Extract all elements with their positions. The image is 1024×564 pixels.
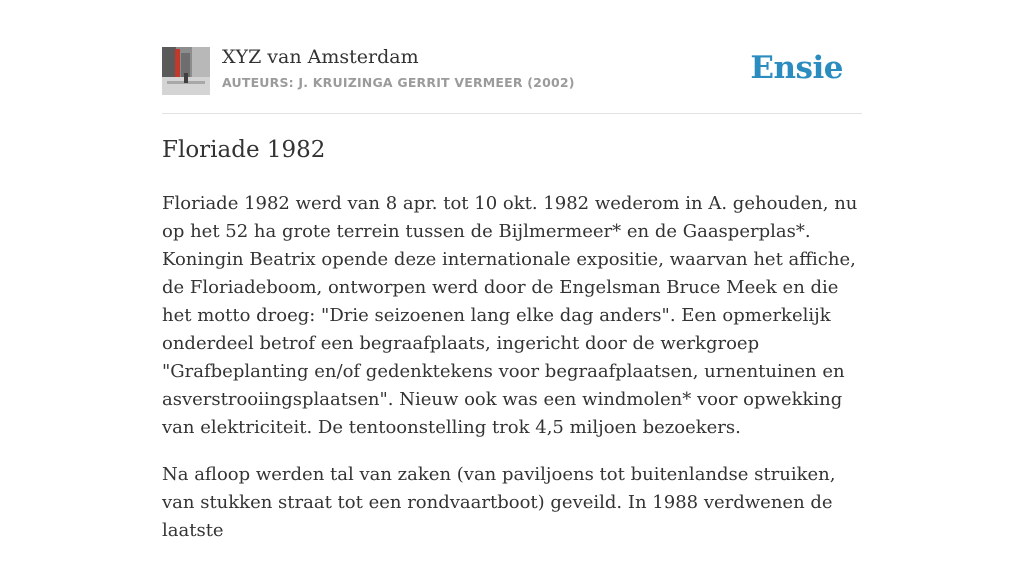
entry-paragraph-2: Na afloop werden tal van zaken (van paviljoens tot buitenlandse struiken, van stukken straat tot een rondvaartboot) geveild. In 1988 verdwenen de laatste	[162, 464, 836, 541]
book-title[interactable]: XYZ van Amsterdam	[222, 46, 419, 68]
entry-title: Floriade 1982	[162, 137, 326, 163]
entry-body	[162, 190, 862, 564]
entry-paragraph-1: Floriade 1982 werd van 8 apr. tot 10 okt. 1982 wederom in A. gehouden, nu op het 52 ha grote terrein tussen de Bijlmermeer* en de Gaasperplas*. Koningin Beatrix opende deze internationale expositie, waarvan het affiche, de Floriadeboom, ontworpen werd door de Engelsman Bruce Meek en die het motto droeg: "Drie seizoenen lang elke dag anders". Een opmerkelijk onderdeel betrof een begraafplaats, ingericht door de werkgroep "Grafbeplanting en/of gedenktekens voor begraafplaatsen, urnentuinen en asverstrooiingsplaatsen". Nieuw ook was een windmolen* voor opwekking van elektriciteit. De tentoonstelling trok 4,5 miljoen bezoekers.	[162, 193, 858, 438]
city-photo-icon	[162, 47, 210, 95]
book-cover-avatar[interactable]	[162, 47, 210, 95]
ensie-logo-link[interactable]: Ensie	[750, 50, 843, 86]
book-authors: AUTEURS: J. KRUIZINGA GERRIT VERMEER (2002)	[222, 75, 575, 90]
page-container	[162, 0, 862, 541]
book-header	[162, 0, 862, 114]
